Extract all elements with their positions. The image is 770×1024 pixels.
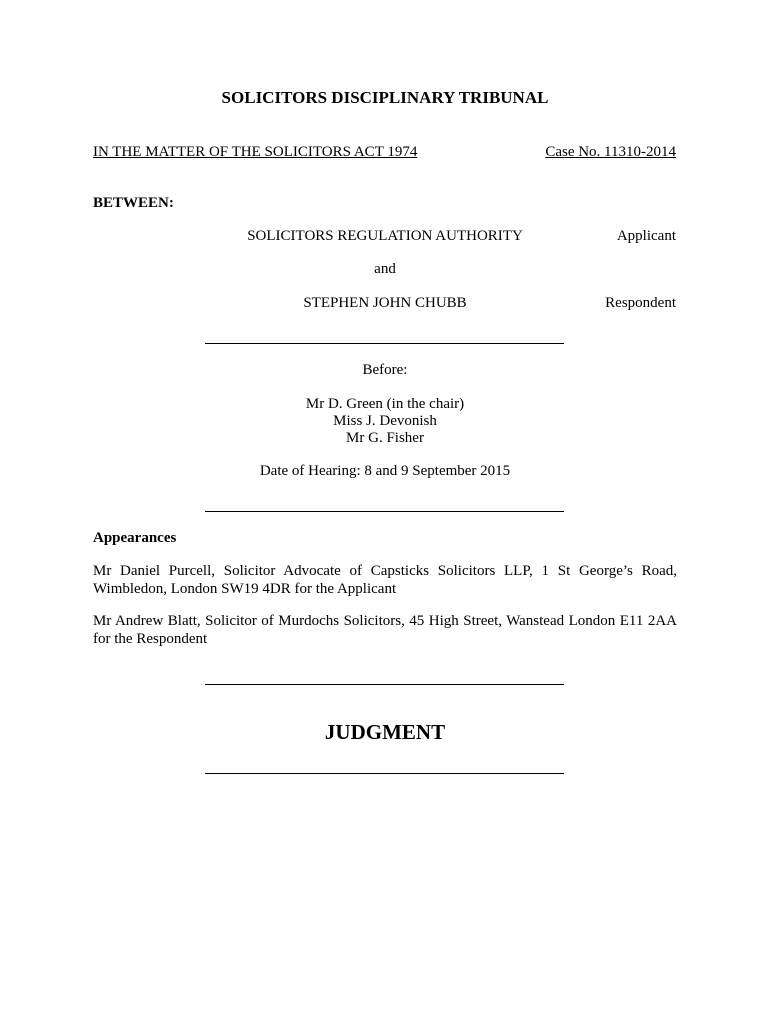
divider-rule — [205, 773, 564, 774]
case-number: Case No. 11310-2014 — [545, 144, 676, 160]
appearances-heading: Appearances — [93, 530, 177, 546]
and-label: and — [374, 261, 396, 277]
panel-member: Miss J. Devonish — [333, 413, 437, 429]
before-label: Before: — [362, 362, 408, 378]
applicant-role: Applicant — [616, 228, 676, 244]
matter-line: IN THE MATTER OF THE SOLICITORS ACT 1974 — [93, 144, 418, 160]
applicant-name: SOLICITORS REGULATION AUTHORITY — [247, 228, 523, 244]
tribunal-panel — [205, 396, 565, 447]
divider-rule — [205, 684, 564, 685]
panel-member: Mr G. Fisher — [346, 430, 424, 446]
tribunal-title: SOLICITORS DISCIPLINARY TRIBUNAL — [221, 88, 549, 107]
respondent-name: STEPHEN JOHN CHUBB — [303, 295, 467, 311]
divider-rule — [205, 343, 564, 344]
panel-member-chair: Mr D. Green (in the chair) — [305, 396, 465, 412]
hearing-date: Date of Hearing: 8 and 9 September 2015 — [259, 463, 511, 479]
divider-rule — [205, 511, 564, 512]
judgment-heading: JUDGMENT — [324, 720, 446, 744]
appearance-applicant: Mr Daniel Purcell, Solicitor Advocate of Capsticks Solicitors LLP, 1 St George’s Road, Wimbledon, London SW19 4DR for the Applicant — [93, 563, 677, 597]
respondent-role: Respondent — [605, 295, 676, 311]
appearance-respondent: Mr Andrew Blatt, Solicitor of Murdochs Solicitors, 45 High Street, Wanstead London E11 2AA for the Respondent — [93, 613, 677, 647]
between-label: BETWEEN: — [93, 195, 174, 211]
